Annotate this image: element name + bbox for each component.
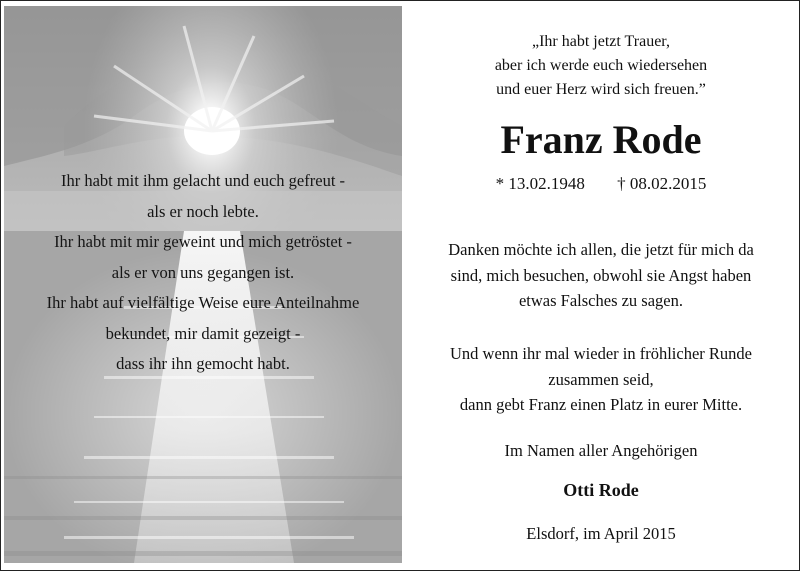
deceased-name: Franz Rode [500, 117, 702, 162]
thanks-paragraph [402, 237, 800, 314]
poem-line: als er noch lebte. [147, 201, 259, 221]
signature-name: Otti Rode [563, 480, 639, 500]
quote-line: aber ich werde euch wiedersehen [494, 57, 708, 74]
thanks-line: etwas Falsches zu sagen. [518, 291, 684, 310]
place-and-date: Elsdorf, im April 2015 [526, 524, 676, 543]
death-date: † 08.02.2015 [617, 174, 707, 193]
quote-line: „Ihr habt jetzt Trauer, [532, 33, 670, 50]
signature-intro: Im Namen aller Angehörigen [504, 441, 698, 460]
gathering-line: Und wenn ihr mal wieder in fröhlicher Runde [450, 344, 752, 363]
gathering-paragraph [402, 341, 800, 418]
life-dates [402, 172, 800, 196]
poem-line: bekundet, mir damit gezeigt - [105, 323, 301, 343]
gathering-line: dann gebt Franz einen Platz in eurer Mitte. [459, 395, 743, 414]
poem-text [4, 166, 402, 380]
poem-line: Ihr habt mit mir geweint und mich getröstet - [54, 232, 352, 251]
thanks-line: sind, mich besuchen, obwohl sie Angst haben [450, 265, 752, 285]
poem-line: dass ihr ihn gemocht habt. [116, 354, 290, 373]
thanks-line: Danken möchte ich allen, die jetzt für mich da [448, 240, 754, 259]
gathering-line: zusammen seid, [548, 369, 654, 389]
birth-date: * 13.02.1948 [495, 174, 585, 193]
poem-line: als er von uns gegangen ist. [111, 262, 295, 282]
poem-line: Ihr habt mit ihm gelacht und euch gefreut - [60, 171, 346, 190]
bible-quote [402, 30, 800, 102]
quote-line: und euer Herz wird sich freuen.” [496, 81, 706, 98]
poem-line: Ihr habt auf vielfältige Weise eure Anteilnahme [46, 293, 360, 312]
